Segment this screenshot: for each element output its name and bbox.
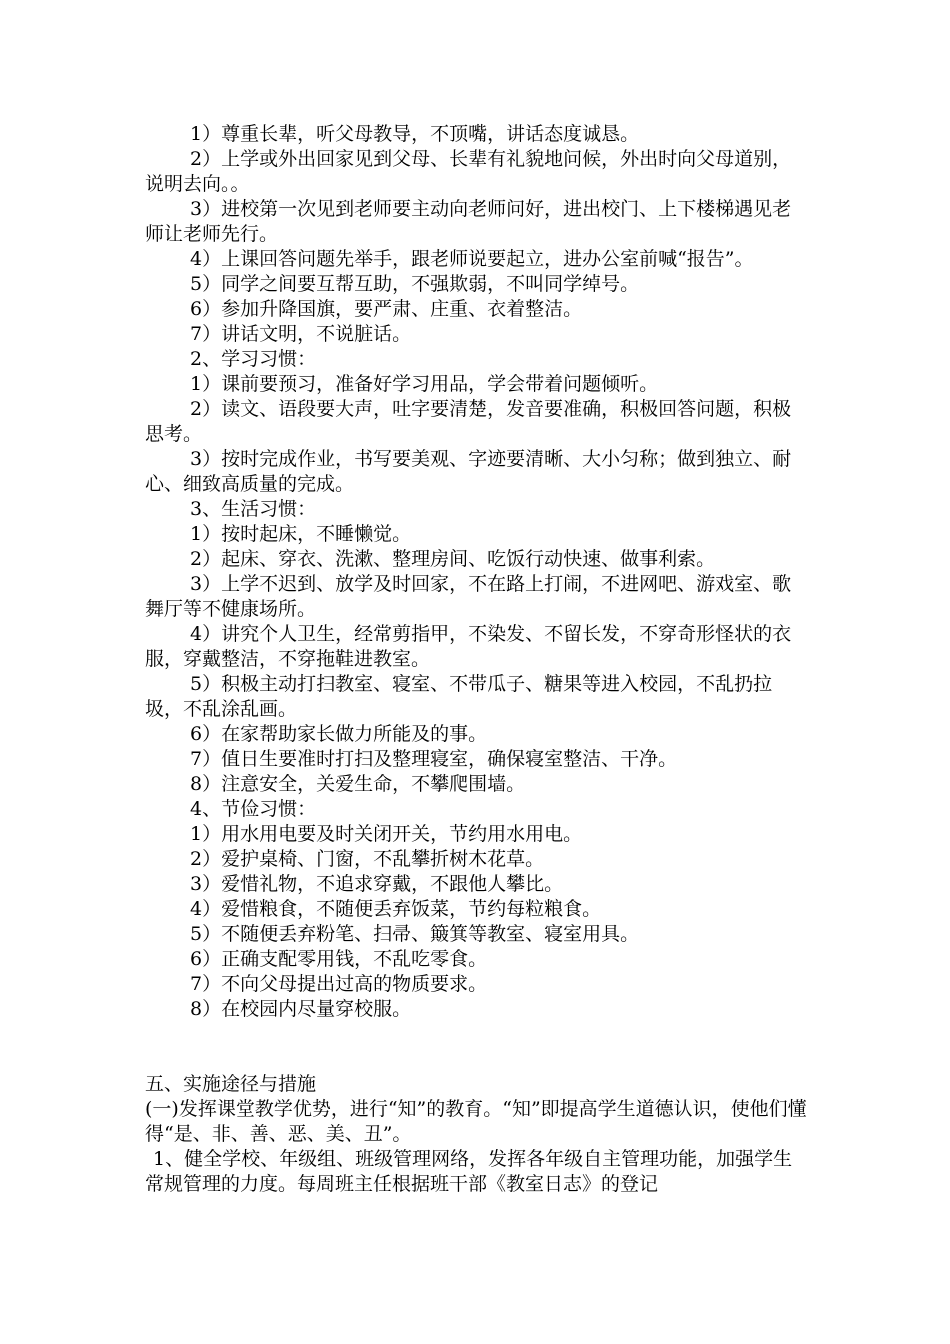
paragraph: 4）上课回答问题先举手，跟老师说要起立，进办公室前喊“报告”。: [190, 248, 754, 270]
paragraph: 2）读文、语段要大声，吐字要清楚，发音要准确，积极回答问题，积极思考。: [145, 398, 792, 445]
subheading: 4、节俭习惯：: [190, 798, 317, 820]
subheading: 2、学习习惯：: [190, 348, 317, 370]
section-subheading: (一)发挥课堂教学优势，进行“知”的教育。“知”即提高学生道德认识，使他们懂得“是、非、善、恶、美、丑”。: [145, 1098, 807, 1145]
paragraph: 3）上学不迟到、放学及时回家，不在路上打闹，不进网吧、游戏室、歌舞厅等不健康场所。: [145, 573, 792, 620]
paragraph: 3）进校第一次见到老师要主动向老师问好，进出校门、上下楼梯遇见老师让老师先行。: [145, 198, 792, 245]
paragraph: 1）用水用电要及时关闭开关，节约用水用电。: [190, 823, 583, 845]
paragraph: 2）上学或外出回家见到父母、长辈有礼貌地问候，外出时向父母道别，说明去向。。: [145, 148, 792, 195]
section-heading: 五、实施途径与措施: [145, 1073, 317, 1095]
document-body: [145, 122, 810, 1197]
paragraph: 6）参加升降国旗，要严肃、庄重、衣着整洁。: [190, 298, 583, 320]
paragraph: 5）不随便丢弃粉笔、扫帚、簸箕等教室、寝室用具。: [190, 923, 640, 945]
paragraph: 1、健全学校、年级组、班级管理网络，发挥各年级自主管理功能，加强学生常规管理的力度。每周班主任根据班干部《教室日志》的登记: [145, 1148, 793, 1195]
paragraph: 6）在家帮助家长做力所能及的事。: [190, 723, 488, 745]
paragraph: 8）在校园内尽量穿校服。: [190, 998, 412, 1020]
section-gap: [145, 1022, 810, 1072]
paragraph: 4）讲究个人卫生，经常剪指甲，不染发、不留长发，不穿奇形怪状的衣服，穿戴整洁，不穿拖鞋进教室。: [145, 623, 792, 670]
paragraph: 7）不向父母提出过高的物质要求。: [190, 973, 488, 995]
paragraph: 1）课前要预习，准备好学习用品，学会带着问题倾听。: [190, 373, 659, 395]
paragraph: 5）积极主动打扫教室、寝室、不带瓜子、糖果等进入校园，不乱扔拉圾，不乱涂乱画。: [145, 673, 773, 720]
paragraph: 7）值日生要准时打扫及整理寝室，确保寝室整洁、干净。: [190, 748, 678, 770]
paragraph: 3）按时完成作业，书写要美观、字迹要清晰、大小匀称；做到独立、耐心、细致高质量的完成。: [145, 448, 792, 495]
paragraph: 3）爱惜礼物，不追求穿戴，不跟他人攀比。: [190, 873, 564, 895]
paragraph: 6）正确支配零用钱，不乱吃零食。: [190, 948, 488, 970]
paragraph: 1）尊重长辈，听父母教导，不顶嘴，讲话态度诚恳。: [190, 123, 640, 145]
paragraph: 8）注意安全，关爱生命，不攀爬围墙。: [190, 773, 526, 795]
paragraph: 4）爱惜粮食，不随便丢弃饭菜，节约每粒粮食。: [190, 898, 602, 920]
paragraph: 1）按时起床，不睡懒觉。: [190, 523, 412, 545]
paragraph: 5）同学之间要互帮互助，不强欺弱，不叫同学绰号。: [190, 273, 640, 295]
subheading: 3、生活习惯：: [190, 498, 317, 520]
paragraph: 2）起床、穿衣、洗漱、整理房间、吃饭行动快速、做事利索。: [190, 548, 716, 570]
paragraph: 7）讲话文明，不说脏话。: [190, 323, 412, 345]
paragraph: 2）爱护桌椅、门窗，不乱攀折树木花草。: [190, 848, 545, 870]
